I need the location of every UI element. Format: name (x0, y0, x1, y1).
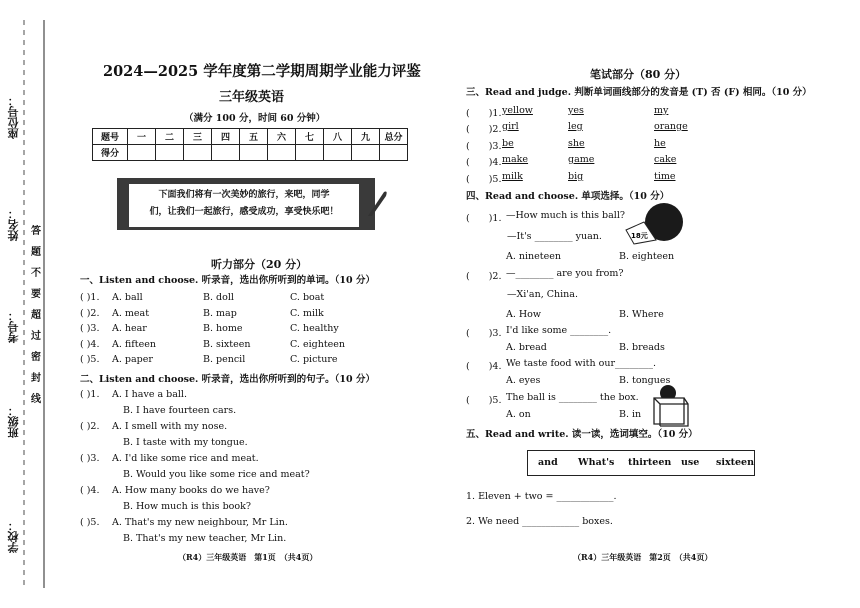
p4-q4-option-b: B. tongues (619, 375, 671, 386)
p3-word: yes (568, 105, 584, 116)
p4-q1-text: —How much is this ball? (506, 210, 625, 221)
p1-option-b: B. sixteen (203, 339, 251, 350)
score-cell[interactable] (240, 145, 268, 161)
seal-char: 过 (31, 331, 41, 342)
p1-option-a: A. paper (112, 354, 153, 365)
p4-q5-option-b: B. in (619, 409, 642, 420)
score-header-cell: 四 (212, 129, 240, 145)
p5-sentence: 1. Eleven + two = ____________. (466, 491, 617, 502)
p1-option-c: C. milk (290, 308, 324, 319)
seat-number-label: 座位号： (7, 95, 20, 139)
score-cell[interactable] (184, 145, 212, 161)
p1-option-c: C. boat (290, 292, 325, 303)
p2-option-a: A. How many books do we have? (112, 485, 270, 496)
p3-word: milk (502, 171, 523, 182)
p1-option-c: C. healthy (290, 323, 339, 334)
p4-q2-option-b: B. Where (619, 309, 664, 320)
p4-q3-number: ( )3. (466, 328, 502, 339)
p2-option-a: A. That's my new neighbour, Mr Lin. (112, 517, 288, 528)
class-label: 班级： (7, 405, 20, 438)
p4-q1-number: ( )1. (466, 213, 502, 224)
p1-option-b: B. home (203, 323, 243, 334)
part4-heading: 四、Read and choose. 单项选择。（10 分） (466, 191, 670, 202)
p1-item-number: ( )1. (80, 292, 100, 303)
listening-title: 听力部分（20 分） (211, 258, 308, 271)
seal-char: 密 (31, 352, 41, 363)
name-label: 姓名： (7, 208, 20, 241)
p2-option-a: A. I smell with my nose. (112, 421, 228, 432)
p2-option-b: B. That's my new teacher, Mr Lin. (123, 533, 287, 544)
intro-banner (117, 178, 375, 230)
written-title: 笔试部分（80 分） (590, 68, 687, 81)
p4-q3-text: I'd like some ________. (506, 325, 612, 336)
p3-word: yellow (502, 105, 533, 116)
p5-sentence: 2. We need ____________ boxes. (466, 516, 613, 527)
p3-word: make (502, 154, 529, 165)
p4-q1-answer: —It's ________ yuan. (507, 231, 602, 242)
binding-margin (0, 0, 50, 608)
score-header-cell: 二 (156, 129, 184, 145)
p1-option-a: A. ball (112, 292, 143, 303)
p4-q1-option-b: B. eighteen (619, 251, 675, 262)
seal-char: 不 (31, 268, 41, 279)
p4-q2-option-a: A. How (506, 309, 542, 320)
score-header-cell: 总分 (380, 129, 408, 145)
p4-q4-number: ( )4. (466, 361, 502, 372)
part2-heading: 二、Listen and choose. 听录音，选出你所听到的句子。（10 分） (80, 374, 375, 385)
p4-q3-option-a: A. bread (506, 342, 547, 353)
exam-title: 2024—2025 学年度第二学期周期学业能力评鉴 (103, 63, 421, 80)
p2-option-a: A. I'd like some rice and meat. (112, 453, 259, 464)
p2-option-b: B. Would you like some rice and meat? (123, 469, 310, 480)
p2-item-number: ( )2. (80, 421, 100, 432)
score-cell[interactable] (156, 145, 184, 161)
p4-q5-option-a: A. on (506, 409, 531, 420)
word-bank-item: use (681, 457, 700, 468)
word-bank-item: sixteen (716, 457, 755, 468)
p4-q2-answer: —Xi'an, China. (507, 289, 578, 300)
p1-option-b: B. pencil (203, 354, 246, 365)
binding-line (0, 0, 50, 608)
score-header-cell: 六 (268, 129, 296, 145)
p1-option-b: B. doll (203, 292, 234, 303)
p3-item-number: ( )2. (466, 124, 502, 135)
word-bank-item: and (538, 457, 558, 468)
p4-q3-option-b: B. breads (619, 342, 665, 353)
p1-option-a: A. fifteen (112, 339, 156, 350)
score-cell[interactable] (212, 145, 240, 161)
p4-q2-number: ( )2. (466, 271, 502, 282)
p3-word: big (568, 171, 584, 182)
word-bank-item: What's (578, 457, 615, 468)
p2-option-a: A. I have a ball. (112, 389, 187, 400)
p1-item-number: ( )4. (80, 339, 100, 350)
p3-word: orange (654, 121, 688, 132)
p3-word: my (654, 105, 669, 116)
word-bank-box (527, 450, 755, 476)
exam-number-label: 考号： (7, 310, 20, 343)
p3-word: leg (568, 121, 583, 132)
seal-char: 封 (31, 373, 41, 384)
p1-option-b: B. map (203, 308, 237, 319)
school-label: 学校： (7, 520, 20, 553)
score-cell[interactable] (380, 145, 408, 161)
p3-item-number: ( )5. (466, 174, 502, 185)
banner-line: 下面我们将有一次美妙的旅行，来吧，同学 (158, 190, 330, 200)
score-cell[interactable] (268, 145, 296, 161)
p1-item-number: ( )2. (80, 308, 100, 319)
part1-heading: 一、Listen and choose. 听录音，选出你所听到的单词。（10 分） (80, 275, 375, 286)
score-cell[interactable] (296, 145, 324, 161)
p3-item-number: ( )1. (466, 108, 502, 119)
p3-item-number: ( )4. (466, 157, 502, 168)
page1-footer: （R4）三年级英语 第1页 （共4页） (178, 552, 318, 562)
p3-word: game (568, 154, 595, 165)
page2-footer: （R4）三年级英语 第2页 （共4页） (573, 552, 713, 562)
p4-q2-text: —________ are you from? (506, 268, 624, 279)
p4-q1-option-a: A. nineteen (506, 251, 561, 262)
score-table (92, 128, 408, 161)
score-header-cell: 五 (240, 129, 268, 145)
score-header-cell: 九 (352, 129, 380, 145)
p3-word: she (568, 138, 585, 149)
p4-q4-option-a: A. eyes (506, 375, 541, 386)
p1-option-a: A. meat (112, 308, 150, 319)
score-row-label: 得分 (93, 145, 128, 161)
p1-item-number: ( )3. (80, 323, 100, 334)
score-cell[interactable] (128, 145, 156, 161)
p2-option-b: B. I have fourteen cars. (123, 405, 237, 416)
seal-char: 超 (31, 310, 41, 321)
part5-heading: 五、Read and write. 读一读，选词填空。（10 分） (466, 429, 698, 440)
price-label: 18元 (631, 232, 648, 240)
p3-word: cake (654, 154, 677, 165)
p3-word: he (654, 138, 666, 149)
p3-word: time (654, 171, 676, 182)
score-cell[interactable] (324, 145, 352, 161)
word-bank-item: thirteen (628, 457, 672, 468)
seal-char: 要 (31, 289, 41, 300)
p2-item-number: ( )4. (80, 485, 100, 496)
score-header-cell: 八 (324, 129, 352, 145)
exam-note: （满分 100 分，时间 60 分钟） (184, 113, 326, 124)
seal-char: 线 (31, 394, 41, 405)
score-header-cell: 三 (184, 129, 212, 145)
score-header-cell: 一 (128, 129, 156, 145)
seal-char: 题 (31, 247, 41, 258)
score-header-cell: 七 (296, 129, 324, 145)
p2-item-number: ( )3. (80, 453, 100, 464)
part3-heading: 三、Read and judge. 判断单词画线部分的发音是 (T) 否 (F) 相同。（10 分） (466, 87, 812, 98)
price-tag-ball-icon (614, 200, 684, 248)
p3-word: girl (502, 121, 519, 132)
p4-q5-number: ( )5. (466, 395, 502, 406)
p3-item-number: ( )3. (466, 141, 502, 152)
p1-option-c: C. picture (290, 354, 338, 365)
p1-option-a: A. hear (112, 323, 147, 334)
banner-line: 们，让我们一起旅行，感受成功，享受快乐吧！ (149, 207, 339, 217)
exam-subtitle: 三年级英语 (219, 90, 285, 105)
p2-item-number: ( )5. (80, 517, 100, 528)
p1-item-number: ( )5. (80, 354, 100, 365)
p2-option-b: B. I taste with my tongue. (123, 437, 248, 448)
score-cell[interactable] (352, 145, 380, 161)
p4-q5-text: The ball is ________ the box. (506, 392, 639, 403)
score-header-cell: 题号 (93, 129, 128, 145)
quill-icon (366, 188, 390, 218)
p4-q4-text: We taste food with our________. (506, 358, 657, 369)
seal-char: 答 (31, 226, 41, 237)
p2-option-b: B. How much is this book? (123, 501, 251, 512)
p3-word: be (502, 138, 514, 149)
p1-option-c: C. eighteen (290, 339, 346, 350)
p2-item-number: ( )1. (80, 389, 100, 400)
ball-in-box-icon (650, 384, 690, 428)
